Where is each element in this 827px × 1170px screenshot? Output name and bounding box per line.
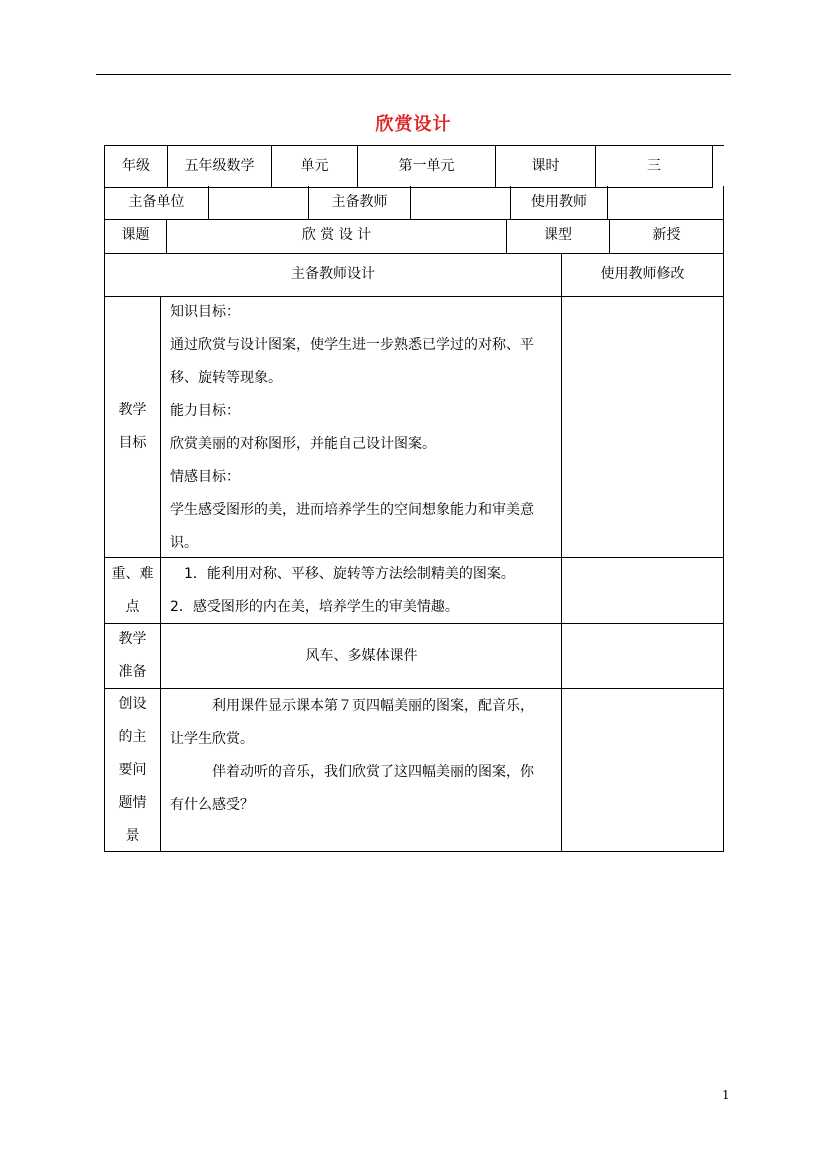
lead-design-header: 主备教师设计 — [105, 253, 562, 297]
key-points-label: 重、难 点 — [105, 558, 161, 624]
period-value: 三 — [596, 146, 713, 188]
grade-label: 年级 — [105, 146, 168, 188]
goals-line: 情感目标： — [170, 469, 240, 485]
preparation-text: 风车、多媒体课件 — [305, 647, 418, 664]
goals-line: 通过欣赏与设计图案，使学生进一步熟悉已学过的对称、平 — [170, 337, 534, 353]
lead-teacher-label: 主备教师 — [309, 186, 411, 220]
key-points-revision-cell — [562, 558, 724, 624]
user-teacher-label: 使用教师 — [511, 186, 608, 220]
scenario-line: 让学生欣赏。 — [170, 731, 254, 747]
header-rule — [96, 74, 731, 75]
goals-revision-cell — [562, 296, 724, 558]
type-label: 课型 — [507, 219, 610, 254]
page-title: 欣赏设计 — [375, 114, 452, 135]
preparation-content — [161, 624, 562, 689]
goals-content — [161, 296, 562, 558]
info-row-topic — [104, 219, 724, 254]
scenario-content — [161, 689, 562, 852]
goals-label: 教学 目标 — [105, 296, 161, 558]
topic-label: 课题 — [105, 219, 167, 254]
lead-teacher-value — [411, 186, 511, 220]
goals-line: 移、旋转等现象。 — [170, 370, 282, 386]
goals-line: 知识目标： — [170, 304, 240, 320]
key-points-content — [161, 558, 562, 624]
lesson-body — [104, 296, 724, 852]
goals-line: 学生感受图形的美，进而培养学生的空间想象能力和审美意 — [170, 502, 534, 518]
page-number: 1 — [722, 1088, 730, 1102]
preparation-revision-cell — [562, 624, 724, 689]
info-row-grade — [104, 145, 724, 188]
key-point-line: 2．感受图形的内在美，培养学生的审美情趣。 — [170, 599, 459, 615]
scenario-revision-cell — [562, 689, 724, 852]
lead-unit-value — [209, 186, 309, 220]
scenario-line: 伴着动听的音乐，我们欣赏了这四幅美丽的图案，你 — [212, 764, 534, 780]
lead-unit-label: 主备单位 — [105, 186, 209, 220]
topic-value: 欣 赏 设 计 — [167, 219, 507, 254]
unit-value: 第一单元 — [358, 146, 496, 188]
scenario-line: 有什么感受？ — [170, 797, 254, 813]
goals-line: 识。 — [170, 535, 198, 551]
goals-line: 能力目标： — [170, 403, 240, 419]
period-label: 课时 — [496, 146, 596, 188]
design-header-row — [104, 253, 724, 297]
goals-line: 欣赏美丽的对称图形，并能自己设计图案。 — [170, 436, 436, 452]
scenario-label: 创设 的主 要问 题情 景 — [105, 689, 161, 852]
key-point-line: 1．能利用对称、平移、旋转等方法绘制精美的图案。 — [184, 566, 515, 582]
grade-value: 五年级数学 — [168, 146, 272, 188]
unit-label: 单元 — [272, 146, 358, 188]
user-revision-header: 使用教师修改 — [562, 253, 724, 297]
info-row-teachers — [104, 186, 724, 220]
preparation-label: 教学 准备 — [105, 624, 161, 689]
type-value: 新授 — [610, 219, 724, 254]
scenario-line: 利用课件显示课本第７页四幅美丽的图案，配音乐， — [212, 698, 534, 714]
user-teacher-value — [608, 186, 724, 220]
